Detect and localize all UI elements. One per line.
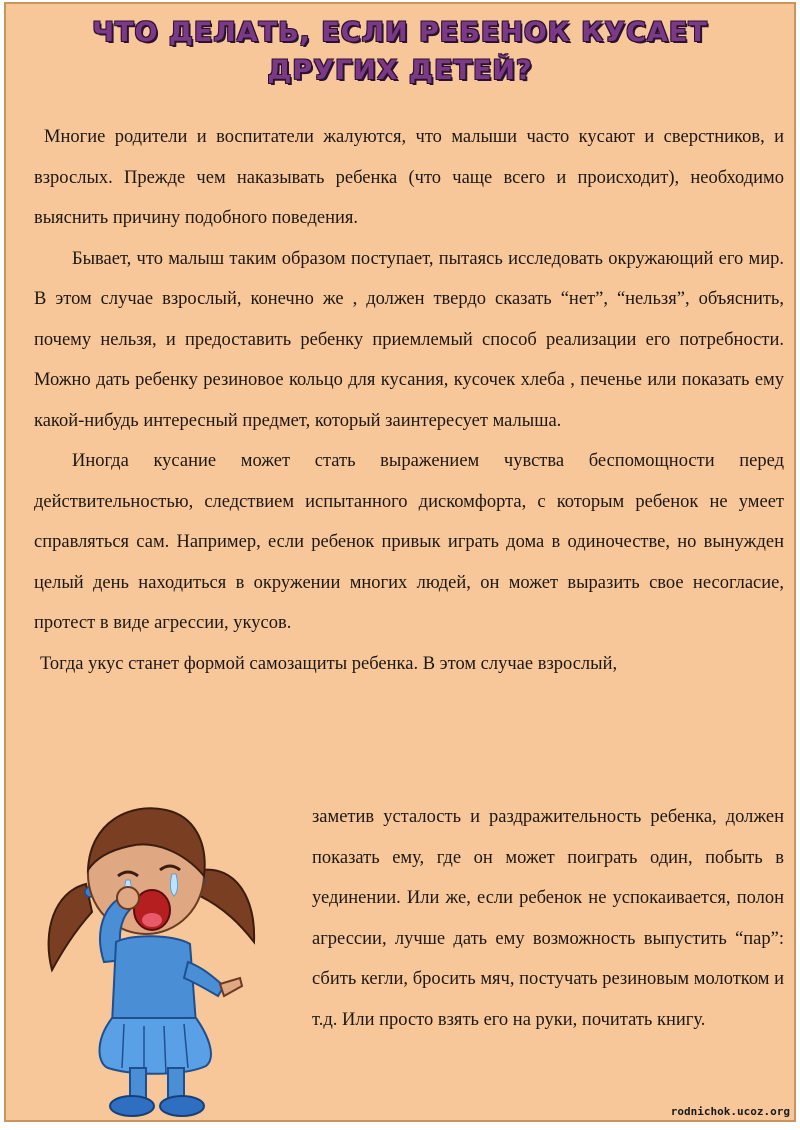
crying-girl-illustration <box>34 792 264 1122</box>
paragraph-2: Бывает, что малыш таким образом поступает, пытаясь исследовать окружающий его мир. В этом случае взрослый, конечно же , должен твердо сказать “нет”, “нельзя”, объяснить, почему нельзя, и предоставить ребенку приемлемый способ реализации его потребности. Можно дать ребенку резиновое кольцо для кусания, кусочек хлеба , печенье или показать ему какой-нибудь интересный предмет, который заинтересует малыша. <box>34 248 784 431</box>
left-shoe <box>110 1096 154 1116</box>
paragraph-3: Иногда кусание может стать выражением чувства беспомощности перед действительностью, следствием испытанного дискомфорта, с которым ребенок не умеет справляться сам. Например, если ребенок привык играть дома в одиночестве, но вынужден целый день находиться в окружении многих людей, он может выразить свое несогласие, протест в виде агрессии, укусов. <box>34 451 784 633</box>
title-line-2: ДРУГИХ ДЕТЕЙ? <box>267 55 533 86</box>
title-line-1: ЧТО ДЕЛАТЬ, ЕСЛИ РЕБЕНОК КУСАЕТ <box>92 17 708 48</box>
page-title <box>6 14 794 90</box>
girl-dress <box>112 936 196 1030</box>
right-pigtail <box>200 870 254 942</box>
paragraph-4-continued <box>312 797 784 1040</box>
poster-page <box>4 2 796 1122</box>
site-watermark: rodnichok.ucoz.org <box>670 1105 790 1118</box>
left-pigtail <box>49 884 92 970</box>
right-shoe <box>160 1096 204 1116</box>
paragraph-1: Многие родители и воспитатели жалуются, что малыши часто кусают и сверстников, и взрослых. Прежде чем наказывать ребенка (что чаще всего и происходит), необходимо выяснить причину подобного поведения. <box>34 127 784 228</box>
paragraph-4-wrap: заметив усталость и раздражительность ребенка, должен показать ему, где он может поиграть один, побыть в уединении. Или же, если ребенок не успокаивается, полон агрессии, лучше дать ему возможность выпустить “пар”: сбить кегли, бросить мяч, постучать резиновым молотком и т.д. Или просто взять его на руки, почитать книгу. <box>312 807 784 1030</box>
article-body <box>34 117 784 684</box>
paragraph-4-start: Тогда укус станет формой самозащиты ребенка. В этом случае взрослый, <box>40 653 618 674</box>
